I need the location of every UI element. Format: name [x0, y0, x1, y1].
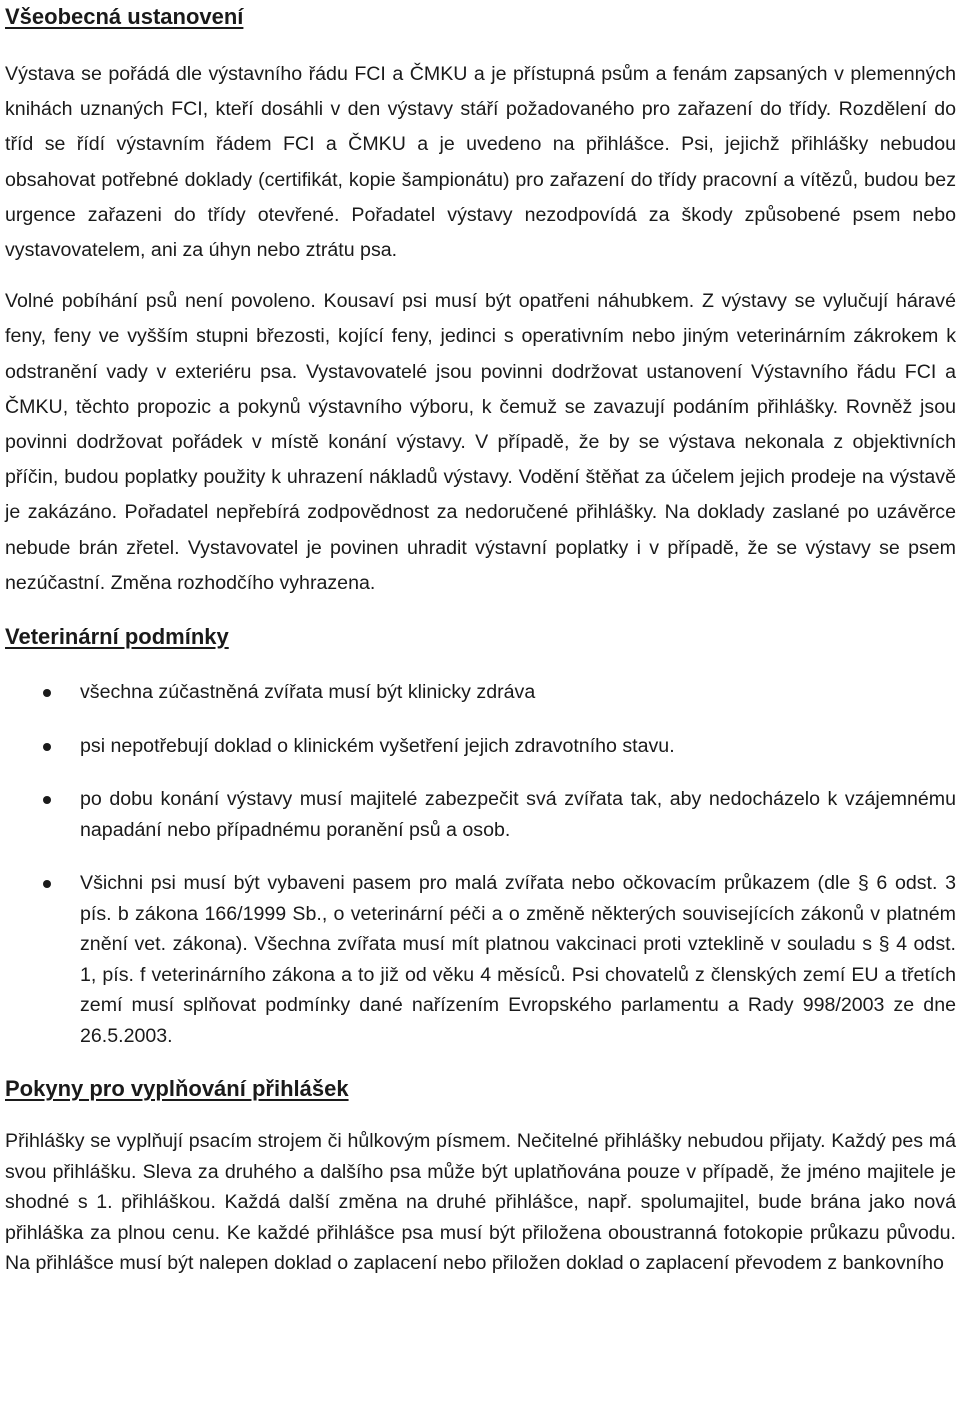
section-heading-instructions: Pokyny pro vyplňování přihlášek [5, 1076, 349, 1102]
bullet-icon [43, 689, 51, 697]
bullet-icon [43, 880, 51, 888]
instructions-paragraph: Přihlášky se vyplňují psacím strojem či hůlkovým písmem. Nečitelné přihlášky nebudou přijaty. Každý pes má svou přihlášku. Sleva za druhého a dalšího psa může být uplatňována pouze v případě, že jméno majitele je shodné s 1. přihláškou. Každá další změna na druhé přihlášce, např. spolumajitel, bude brána jako nová přihláška za plnou cenu. Ke každé přihlášce psa musí být přiložena oboustranná fotokopie průkazu původu. Na přihlášce musí být nalepen doklad o zaplacení nebo přiložen doklad o zaplacení převodem z bankovního [5, 1130, 956, 1275]
veterinary-conditions-list [5, 677, 956, 1051]
document-page [5, 0, 956, 1279]
list-item [5, 784, 956, 845]
bullet-icon [43, 796, 51, 804]
general-paragraph-1: Výstava se pořádá dle výstavního řádu FCI a ČMKU a je přístupná psům a fenám zapsaných v plemenných knihách uznaných FCI, kteří dosáhli v den výstavy stáří požadovaného pro zařazení do třídy. Rozdělení do tříd se řídí výstavním řádem FCI a ČMKU a je uvedeno na přihlášce. Psi, jejichž přihlášky nebudou obsahovat potřebné doklady (certifikát, kopie šampionátu) pro zařazení do třídy pracovní a vítězů, budou bez urgence zařazeni do třídy otevřené. Pořadatel výstavy nezodpovídá za škody způsobené psem nebo vystavovatelem, ani za úhyn nebo ztrátu psa. [5, 63, 956, 262]
list-item-text: všechna zúčastněná zvířata musí být klinicky zdráva [80, 681, 536, 704]
list-item [5, 677, 956, 708]
list-item [5, 868, 956, 1051]
list-item-text: psi nepotřebují doklad o klinickém vyšetření jejich zdravotního stavu. [80, 734, 675, 757]
section-heading-general: Všeobecná ustanovení [5, 4, 244, 29]
section-heading-veterinary: Veterinární podmínky [5, 624, 229, 650]
list-item-text: Všichni psi musí být vybaveni pasem pro malá zvířata nebo očkovacím průkazem (dle § 6 odst. 3 pís. b zákona 166/1999 Sb., o veterinární péči a o změně některých souvisejících zákonů v platném znění vet. zákona). Všechna zvířata musí mít platnou vakcinaci proti vzteklině v souladu s § 4 odst. 1, pís. f veterinárního zákona a to již od věku 4 měsíců. Psi chovatelů z členských zemí EU a třetích zemí musí splňovat podmínky dané nařízením Evropského parlamentu a Rady 998/2003 ze dne 26.5.2003. [80, 872, 956, 1047]
general-paragraph-2: Volné pobíhání psů není povoleno. Kousaví psi musí být opatřeni náhubkem. Z výstavy se vylučují háravé feny, feny ve vyšším stupni březosti, kojící feny, jedinci s operativním nebo jiným veterinárním zákrokem k odstranění vady v exteriéru psa. Vystavovatelé jsou povinni dodržovat ustanovení Výstavního řádu FCI a ČMKU, těchto propozic a pokynů výstavního výboru, k čemuž se zavazují podáním přihlášky. Rovněž jsou povinni dodržovat pořádek v místě konání výstavy. V případě, že by se výstava nekonala z objektivních příčin, budou poplatky použity k uhrazení nákladů výstavy. Vodění štěňat za účelem jejich prodeje na výstavě je zakázáno. Pořadatel nepřebírá zodpovědnost za nedoručené přihlášky. Na doklady zaslané po uzávěrce nebude brán zřetel. Vystavovatel je povinen uhradit výstavní poplatky i v případě, že se výstavy se psem nezúčastní. Změna rozhodčího vyhrazena. [5, 290, 956, 594]
bullet-icon [43, 743, 51, 751]
list-item [5, 731, 956, 762]
list-item-text: po dobu konání výstavy musí majitelé zabezpečit svá zvířata tak, aby nedocházelo k vzájemnému napadání nebo případnému poranění psů a osob. [80, 788, 956, 841]
